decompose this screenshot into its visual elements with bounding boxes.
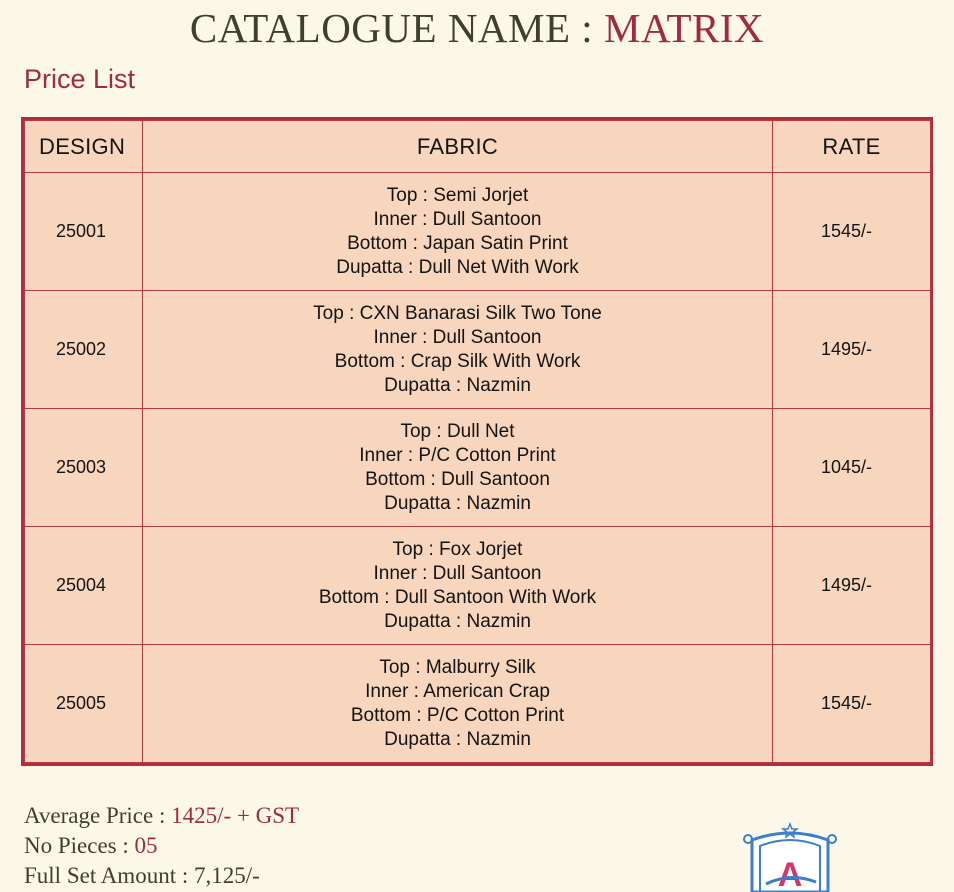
fabric-line: Dupatta : Dull Net With Work (336, 256, 579, 278)
fabric-line: Inner : Dull Santoon (373, 326, 542, 348)
rate-value: 1495/- (773, 527, 931, 645)
fabric-line: Dupatta : Nazmin (384, 492, 531, 514)
column-header-design: DESIGN (25, 121, 143, 173)
column-header-fabric: FABRIC (143, 121, 773, 173)
fabric-details (143, 645, 773, 763)
fabric-details (143, 527, 773, 645)
fabric-line: Top : Semi Jorjet (386, 184, 529, 206)
average-price-line (24, 801, 299, 831)
fabric-line: Inner : Dull Santoon (373, 208, 542, 230)
full-set-line (24, 861, 299, 891)
fabric-line: Bottom : Crap Silk With Work (334, 350, 581, 372)
rate-value: 1495/- (773, 291, 931, 409)
design-number: 25003 (25, 409, 143, 527)
rate-value: 1045/- (773, 409, 931, 527)
catalogue-name: MATRIX (603, 5, 765, 51)
shield-logo-icon (742, 822, 838, 892)
catalogue-label: CATALOGUE NAME : (189, 5, 594, 51)
fabric-line: Dupatta : Nazmin (384, 610, 531, 632)
table-row (25, 173, 931, 291)
fabric-line: Top : Fox Jorjet (392, 538, 523, 560)
price-table (21, 117, 933, 766)
fabric-line: Inner : American Crap (365, 680, 550, 702)
table-row (25, 527, 931, 645)
fabric-line: Dupatta : Nazmin (384, 728, 531, 750)
summary-block (24, 801, 299, 891)
average-price-value: 1425/- + GST (171, 803, 300, 828)
rate-value: 1545/- (773, 645, 931, 763)
full-set-label: Full Set Amount : (24, 863, 189, 888)
fabric-line: Inner : P/C Cotton Print (359, 444, 556, 466)
fabric-line: Top : Malburry Silk (379, 656, 536, 678)
logo-letter: A (777, 856, 803, 892)
pieces-value: 05 (134, 833, 158, 858)
table-header-row (25, 121, 931, 173)
design-number: 25002 (25, 291, 143, 409)
full-set-value: 7,125/- (193, 863, 260, 888)
column-header-rate: RATE (773, 121, 931, 173)
table-row (25, 291, 931, 409)
catalogue-title (0, 4, 954, 52)
fabric-line: Bottom : P/C Cotton Print (350, 704, 565, 726)
table-row (25, 645, 931, 763)
fabric-line: Bottom : Dull Santoon (365, 468, 550, 490)
price-list-heading: Price List (24, 64, 136, 94)
fabric-line: Top : Dull Net (400, 420, 515, 442)
fabric-line: Dupatta : Nazmin (384, 374, 531, 396)
fabric-line: Top : CXN Banarasi Silk Two Tone (313, 302, 602, 324)
fabric-details (143, 291, 773, 409)
table-row (25, 409, 931, 527)
pieces-label: No Pieces : (24, 833, 129, 858)
design-number: 25001 (25, 173, 143, 291)
design-number: 25005 (25, 645, 143, 763)
pieces-line (24, 831, 299, 861)
fabric-line: Bottom : Dull Santoon With Work (318, 586, 597, 608)
design-number: 25004 (25, 527, 143, 645)
average-price-label: Average Price : (24, 803, 166, 828)
rate-value: 1545/- (773, 173, 931, 291)
fabric-line: Bottom : Japan Satin Print (347, 232, 568, 254)
fabric-line: Inner : Dull Santoon (373, 562, 542, 584)
fabric-details (143, 409, 773, 527)
fabric-details (143, 173, 773, 291)
